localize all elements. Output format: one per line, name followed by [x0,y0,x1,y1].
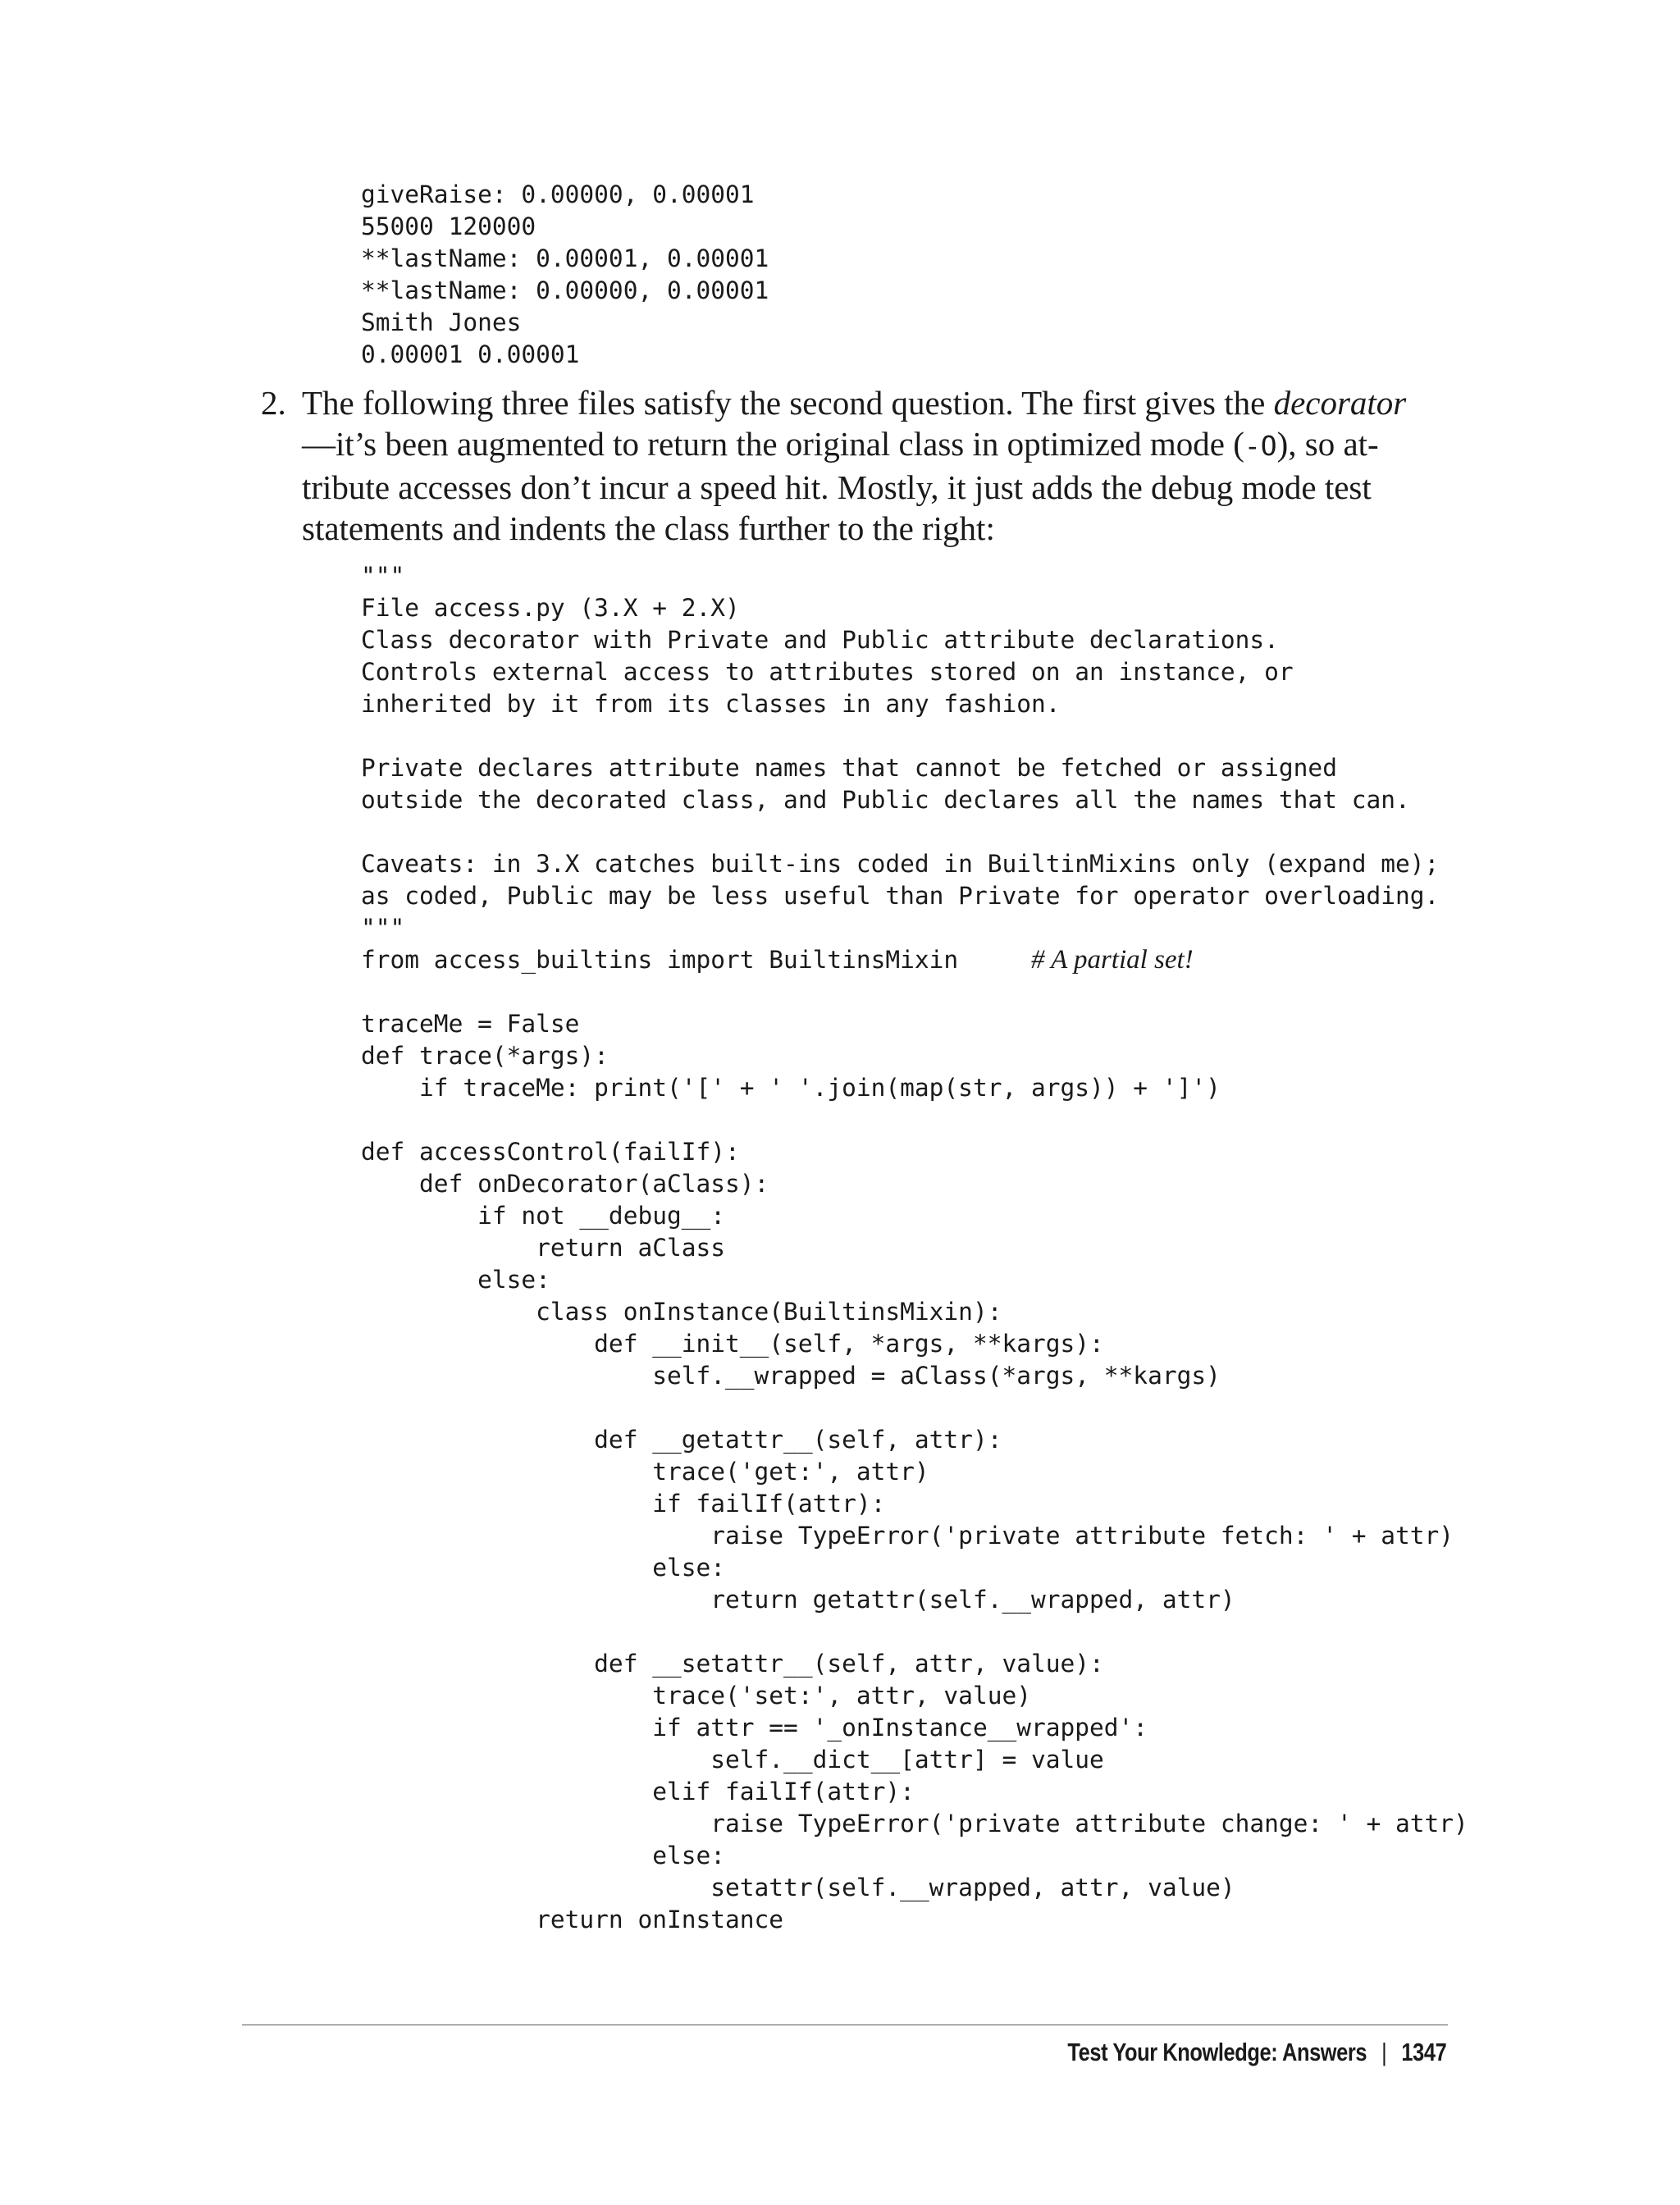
paragraph-text: The following three files satisfy the second question. The first gives the [302,384,1274,422]
code-line: trace('get:', attr) [361,1458,929,1486]
output-line: Smith Jones [361,308,522,336]
footer-section-title: Test Your Knowledge: Answers [1067,2038,1367,2066]
code-line: """ [361,562,405,590]
paragraph-line [302,382,1450,423]
inline-code: -O [1244,430,1277,462]
code-line: def onDecorator(aClass): [361,1170,769,1198]
code-line: Class decorator with Private and Public attribute declarations. [361,626,1279,654]
code-line: inherited by it from its classes in any fashion. [361,690,1061,718]
code-line [361,976,1468,1008]
code-line: if failIf(attr): [361,1490,886,1518]
code-line: """ [361,914,405,942]
paragraph-line: tribute accesses don’t incur a speed hit. Mostly, it just adds the debug mode test [302,468,1372,506]
code-text: from access_builtins import BuiltinsMixin [361,946,1031,974]
code-line [361,816,1468,848]
page-footer [1067,2036,1446,2069]
output-line: **lastName: 0.00001, 0.00001 [361,244,769,272]
paragraph-text: ), so at- [1276,425,1379,463]
footer-separator: | [1381,2038,1387,2066]
output-line: 0.00001 0.00001 [361,340,580,368]
code-line [361,944,1468,976]
output-line: giveRaise: 0.00000, 0.00001 [361,180,755,208]
page-number: 1347 [1401,2038,1446,2066]
code-line: def __init__(self, *args, **kargs): [361,1330,1104,1358]
code-line [361,720,1468,752]
code-line: self.__wrapped = aClass(*args, **kargs) [361,1362,1221,1390]
code-comment: # A partial set! [1030,945,1194,975]
code-line: return aClass [361,1234,726,1262]
code-line: Private declares attribute names that cannot be fetched or assigned [361,754,1337,782]
output-line: **lastName: 0.00000, 0.00001 [361,276,769,304]
code-line: def __setattr__(self, attr, value): [361,1650,1104,1678]
code-line: elif failIf(attr): [361,1778,915,1806]
code-line: else: [361,1554,726,1582]
code-line: return onInstance [361,1906,784,1933]
code-line: setattr(self.__wrapped, attr, value) [361,1874,1235,1901]
code-line: if traceMe: print('[' + ' '.join(map(str, args)) + ']') [361,1074,1221,1102]
code-line: Controls external access to attributes stored on an instance, or [361,658,1294,686]
output-line: 55000 120000 [361,212,536,240]
list-item-number: 2. [261,384,286,422]
code-listing-access-py [361,560,1468,1936]
code-line: raise TypeError('private attribute change: ' + attr) [361,1810,1468,1838]
code-line: trace('set:', attr, value) [361,1682,1031,1710]
code-line: Caveats: in 3.X catches built-ins coded in BuiltinMixins only (expand me); [361,850,1440,878]
program-output-block [361,179,769,371]
code-line: raise TypeError('private attribute fetch: ' + attr) [361,1522,1454,1550]
code-line: self.__dict__[attr] = value [361,1746,1104,1774]
code-line: return getattr(self.__wrapped, attr) [361,1586,1235,1614]
code-line: as coded, Public may be less useful than Private for operator overloading. [361,882,1440,910]
code-line: outside the decorated class, and Public declares all the names that can. [361,786,1410,814]
code-line: if attr == '_onInstance__wrapped': [361,1714,1148,1742]
code-line: def __getattr__(self, attr): [361,1426,1002,1454]
paragraph-line [302,423,1450,467]
paragraph-line: statements and indents the class further to the right: [302,509,995,547]
list-item-2 [261,382,1450,549]
code-line: def accessControl(failIf): [361,1138,740,1166]
code-line: class onInstance(BuiltinsMixin): [361,1298,1002,1326]
code-line: else: [361,1266,550,1294]
code-line: traceMe = False [361,1010,580,1038]
code-line [361,1104,1468,1136]
list-item-paragraph [302,382,1450,549]
code-line: def trace(*args): [361,1042,609,1070]
emphasis-text: decorator [1273,384,1407,422]
code-line: if not __debug__: [361,1202,726,1230]
paragraph-text: —it’s been augmented to return the original class in optimized mode ( [302,425,1244,463]
code-line: else: [361,1842,726,1869]
code-line [361,1392,1468,1424]
code-line [361,1616,1468,1648]
code-line: File access.py (3.X + 2.X) [361,594,740,622]
